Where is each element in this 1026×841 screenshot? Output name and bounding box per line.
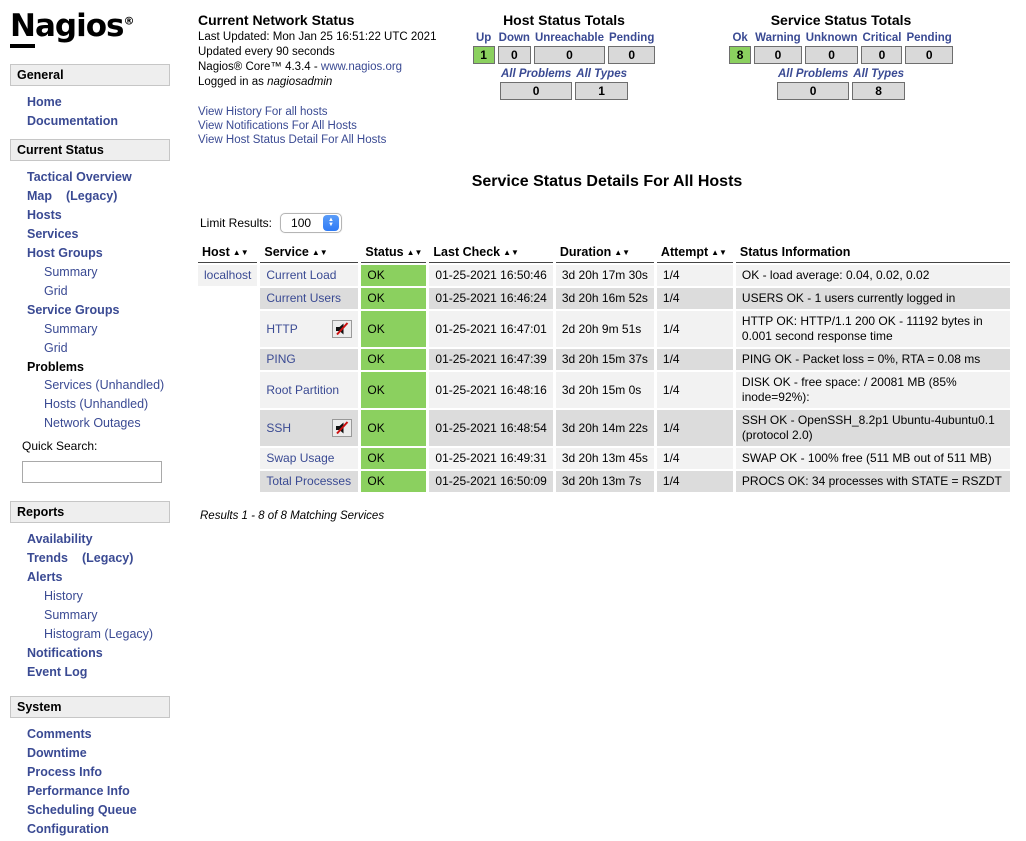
duration-cell: 3d 20h 13m 7s: [556, 471, 654, 492]
host-cell-empty: [198, 410, 257, 446]
quick-search-label: Quick Search:: [22, 439, 98, 453]
svc-col-warning: Warning: [755, 32, 801, 44]
status-info-cell: HTTP OK: HTTP/1.1 200 OK - 11192 bytes in 0.001 second response time: [736, 311, 1010, 347]
host-totals-title: Host Status Totals: [503, 12, 625, 28]
status-badge: OK: [361, 471, 426, 492]
attempt-cell: 1/4: [657, 311, 733, 347]
status-badge: OK: [361, 410, 426, 446]
host-totals-grid: [470, 30, 659, 66]
host-cell-empty: [198, 471, 257, 492]
status-info-cell: PING OK - Packet loss = 0%, RTA = 0.08 ms: [736, 349, 1010, 370]
results-note: Results 1 - 8 of 8 Matching Services: [200, 510, 385, 522]
col-header-status-information: Status Information: [736, 243, 1010, 263]
sidebar-section-general: General: [10, 64, 170, 86]
notifications-disabled-icon[interactable]: [332, 320, 352, 338]
sidebar-item-home[interactable]: Home: [27, 95, 62, 109]
duration-cell: 3d 20h 15m 0s: [556, 372, 654, 408]
last-check-cell: 01-25-2021 16:47:39: [429, 349, 552, 370]
host-cell-empty: [198, 311, 257, 347]
service-link[interactable]: PING: [266, 352, 296, 366]
attempt-cell: 1/4: [657, 288, 733, 309]
sort-icons-duration[interactable]: ▲▼: [614, 248, 631, 257]
attempt-cell: 1/4: [657, 372, 733, 408]
sidebar-item-comments[interactable]: Comments: [27, 727, 92, 741]
table-row: [198, 448, 1010, 469]
host-count-unreachable[interactable]: 0: [534, 46, 605, 64]
sidebar-item-downtime[interactable]: Downtime: [27, 746, 87, 760]
host-cell-empty: [198, 372, 257, 408]
sidebar-item-hosts[interactable]: Hosts: [27, 208, 62, 222]
service-status-table: [195, 241, 1013, 494]
limit-results-select[interactable]: [280, 213, 342, 233]
attempt-cell: 1/4: [657, 349, 733, 370]
host-cell-empty: [198, 349, 257, 370]
sidebar-item-process-info[interactable]: Process Info: [27, 765, 103, 779]
sidebar-item-network-outages[interactable]: Network Outages: [44, 416, 141, 430]
sidebar-item-service-groups[interactable]: Service Groups: [27, 303, 120, 317]
notifications-disabled-icon[interactable]: [332, 419, 352, 437]
svc-col-ok: Ok: [732, 32, 748, 44]
last-updated-text: Last Updated: Mon Jan 25 16:51:22 UTC 2021: [198, 31, 437, 43]
service-link[interactable]: Swap Usage: [266, 451, 335, 465]
logged-in-user: nagiosadmin: [267, 76, 333, 88]
svc-count-critical[interactable]: 0: [861, 46, 902, 64]
attempt-cell: 1/4: [657, 471, 733, 492]
sidebar-item-event-log[interactable]: Event Log: [27, 665, 88, 679]
last-check-cell: 01-25-2021 16:46:24: [429, 288, 552, 309]
host-count-up[interactable]: 1: [473, 46, 495, 64]
col-header-duration: Duration ▲▼: [556, 243, 654, 263]
status-badge: OK: [361, 265, 426, 286]
sidebar-item-availability[interactable]: Availability: [27, 532, 93, 546]
host-cell-empty: [198, 448, 257, 469]
attempt-cell: 1/4: [657, 448, 733, 469]
select-stepper-icon: ▲ ▼: [323, 215, 339, 231]
quick-search-input[interactable]: [22, 461, 162, 483]
network-status-title: Current Network Status: [198, 12, 355, 28]
sidebar-item-servicegroup-summary[interactable]: Summary: [44, 322, 98, 336]
service-link[interactable]: HTTP: [266, 321, 298, 336]
col-header-service: Service ▲▼: [260, 243, 358, 263]
sidebar-item-alert-history[interactable]: History: [44, 589, 83, 603]
nagios-logo[interactable]: [10, 8, 133, 44]
status-badge: OK: [361, 349, 426, 370]
service-totals-secondary: [774, 66, 908, 102]
sidebar-item-tactical-overview[interactable]: Tactical Overview: [27, 170, 132, 184]
host-col-up: Up: [475, 32, 492, 44]
version-text: Nagios® Core™ 4.3.4 - www.nagios.org: [198, 61, 403, 73]
status-badge: OK: [361, 311, 426, 347]
svc-col-unknown: Unknown: [805, 32, 858, 44]
limit-results-row: [200, 213, 1016, 233]
sidebar-section-current-status: Current Status: [10, 139, 170, 161]
sort-icons-last-check[interactable]: ▲▼: [503, 248, 519, 257]
sidebar-item-services[interactable]: Services: [27, 227, 79, 241]
table-row: [198, 471, 1010, 492]
host-all-types-label: All Types: [576, 68, 627, 80]
duration-cell: 2d 20h 9m 51s: [556, 311, 654, 347]
map-legacy-suffix: (Legacy): [66, 189, 118, 203]
duration-cell: 3d 20h 14m 22s: [556, 410, 654, 446]
page-title: Service Status Details For All Hosts: [471, 173, 743, 190]
update-interval-text: Updated every 90 seconds: [198, 46, 335, 58]
status-info-cell: USERS OK - 1 users currently logged in: [736, 288, 1010, 309]
sidebar-item-services-unhandled[interactable]: Services (Unhandled): [44, 378, 165, 392]
sidebar-item-map[interactable]: Map (Legacy): [27, 189, 118, 203]
sort-icons-service[interactable]: ▲▼: [311, 248, 328, 257]
svc-col-critical: Critical: [862, 32, 902, 44]
status-badge: OK: [361, 448, 426, 469]
col-header-last-check: Last Check ▲▼: [429, 243, 552, 263]
sidebar-label-problems: Problems: [27, 360, 84, 374]
duration-cell: 3d 20h 16m 52s: [556, 288, 654, 309]
service-totals-title: Service Status Totals: [770, 12, 912, 28]
view-host-status-link[interactable]: View Host Status Detail For All Hosts: [198, 134, 387, 146]
last-check-cell: 01-25-2021 16:47:01: [429, 311, 552, 347]
sidebar-item-performance-info[interactable]: Performance Info: [27, 784, 130, 798]
sort-icons-host[interactable]: ▲▼: [232, 248, 249, 257]
logo-text-rest: agios: [34, 8, 124, 44]
duration-cell: 3d 20h 17m 30s: [556, 265, 654, 286]
host-totals-secondary: [497, 66, 631, 102]
sidebar-item-trends[interactable]: Trends (Legacy): [27, 551, 134, 565]
host-link[interactable]: localhost: [204, 268, 252, 282]
sidebar-item-hostgroup-grid[interactable]: Grid: [44, 284, 68, 298]
last-check-cell: 01-25-2021 16:50:09: [429, 471, 552, 492]
table-row: [198, 265, 1010, 286]
sidebar-item-scheduling-queue[interactable]: Scheduling Queue: [27, 803, 137, 817]
col-header-status: Status ▲▼: [361, 243, 426, 263]
service-link[interactable]: SSH: [266, 420, 292, 435]
svc-count-pending[interactable]: 0: [905, 46, 952, 64]
view-links: [198, 105, 446, 147]
service-link[interactable]: Current Users: [266, 291, 342, 305]
current-network-status-block: [198, 12, 446, 147]
limit-results-value: 100: [291, 216, 312, 230]
svc-all-problems-count[interactable]: 0: [777, 82, 849, 100]
sidebar-item-alert-summary[interactable]: Summary: [44, 608, 98, 622]
sidebar-item-host-groups[interactable]: Host Groups: [27, 246, 103, 260]
host-col-pending: Pending: [608, 32, 655, 44]
sidebar-item-hostgroup-summary[interactable]: Summary: [44, 265, 98, 279]
col-header-attempt: Attempt ▲▼: [657, 243, 733, 263]
last-check-cell: 01-25-2021 16:48:54: [429, 410, 552, 446]
sort-icons-status[interactable]: ▲▼: [406, 248, 423, 257]
view-notifications-link[interactable]: View Notifications For All Hosts: [198, 120, 357, 132]
sidebar-section-reports: Reports: [10, 501, 170, 523]
service-link[interactable]: Root Partition: [266, 382, 340, 397]
host-col-unreachable: Unreachable: [534, 32, 604, 44]
sidebar-item-alerts[interactable]: Alerts: [27, 570, 63, 584]
last-check-cell: 01-25-2021 16:48:16: [429, 372, 552, 408]
table-row: [198, 349, 1010, 370]
logo-letter-n: N: [10, 8, 35, 48]
col-header-host: Host ▲▼: [198, 243, 257, 263]
status-header-area: [198, 12, 1016, 147]
service-totals-grid: [726, 30, 956, 66]
last-check-cell: 01-25-2021 16:49:31: [429, 448, 552, 469]
logged-in-text: Logged in as nagiosadmin: [198, 76, 333, 88]
host-cell-empty: [198, 288, 257, 309]
svc-all-types-count[interactable]: 8: [852, 82, 905, 100]
service-status-totals: [716, 12, 966, 102]
limit-results-label: Limit Results:: [200, 216, 273, 230]
view-history-link[interactable]: View History For all hosts: [198, 106, 328, 118]
sort-icons-attempt[interactable]: ▲▼: [711, 248, 727, 257]
service-link[interactable]: Current Load: [266, 268, 337, 282]
host-status-totals: [458, 12, 670, 102]
status-info-cell: OK - load average: 0.04, 0.02, 0.02: [736, 265, 1010, 286]
status-badge: OK: [361, 288, 426, 309]
table-row: [198, 288, 1010, 309]
host-count-pending[interactable]: 0: [608, 46, 655, 64]
svc-col-pending: Pending: [906, 32, 952, 44]
svc-count-warning[interactable]: 0: [754, 46, 802, 64]
table-row: [198, 410, 1010, 446]
status-info-cell: SWAP OK - 100% free (511 MB out of 511 MB): [736, 448, 1010, 469]
host-count-down[interactable]: 0: [498, 46, 531, 64]
table-row: [198, 311, 1010, 347]
sidebar-item-configuration[interactable]: Configuration: [27, 822, 109, 836]
registered-mark: ®: [123, 14, 134, 28]
duration-cell: 3d 20h 13m 45s: [556, 448, 654, 469]
sidebar: [0, 0, 182, 841]
trends-legacy-suffix: (Legacy): [82, 551, 134, 565]
sidebar-section-system: System: [10, 696, 170, 718]
attempt-cell: 1/4: [657, 265, 733, 286]
nagios-org-link[interactable]: www.nagios.org: [320, 61, 403, 73]
status-info-cell: PROCS OK: 34 processes with STATE = RSZDT: [736, 471, 1010, 492]
status-info-cell: DISK OK - free space: / 20081 MB (85% inode=92%):: [736, 372, 1010, 408]
host-all-problems-label: All Problems: [500, 68, 572, 80]
sidebar-item-alert-histogram[interactable]: Histogram (Legacy): [44, 627, 154, 641]
last-check-cell: 01-25-2021 16:50:46: [429, 265, 552, 286]
sidebar-item-servicegroup-grid[interactable]: Grid: [44, 341, 68, 355]
status-badge: OK: [361, 372, 426, 408]
sidebar-item-documentation[interactable]: Documentation: [27, 114, 118, 128]
sidebar-item-hosts-unhandled[interactable]: Hosts (Unhandled): [44, 397, 149, 411]
host-all-types-count[interactable]: 1: [575, 82, 628, 100]
svc-all-types-label: All Types: [853, 68, 904, 80]
attempt-cell: 1/4: [657, 410, 733, 446]
status-info-cell: SSH OK - OpenSSH_8.2p1 Ubuntu-4ubuntu0.1 (protocol 2.0): [736, 410, 1010, 446]
host-col-down: Down: [498, 32, 530, 44]
svc-count-ok[interactable]: 8: [729, 46, 751, 64]
host-all-problems-count[interactable]: 0: [500, 82, 572, 100]
svc-all-problems-label: All Problems: [777, 68, 849, 80]
sidebar-item-notifications[interactable]: Notifications: [27, 646, 103, 660]
table-row: [198, 372, 1010, 408]
service-link[interactable]: Total Processes: [266, 474, 352, 488]
svc-count-unknown[interactable]: 0: [805, 46, 859, 64]
main-content: [182, 0, 1026, 841]
duration-cell: 3d 20h 15m 37s: [556, 349, 654, 370]
